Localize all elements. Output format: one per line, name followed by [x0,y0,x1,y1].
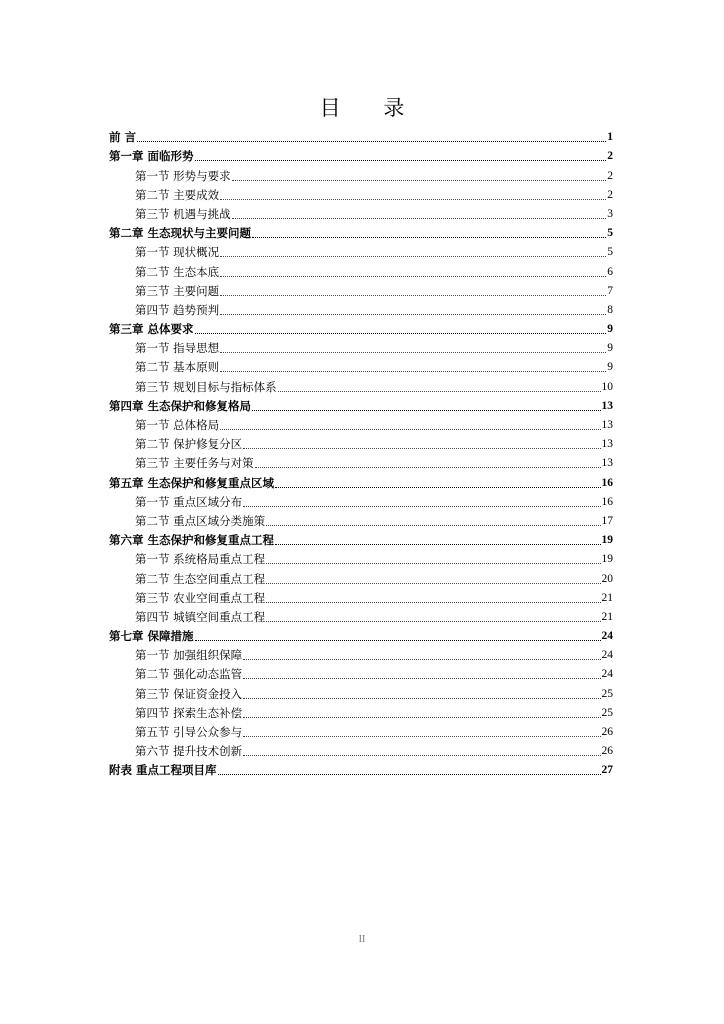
dot-leader [220,295,606,296]
toc-entry-page-number: 21 [601,591,613,604]
toc-entry-page-number: 5 [607,246,613,259]
toc-entry-page-number: 24 [601,668,613,681]
toc-chapter-entry[interactable] [109,760,613,779]
dot-leader [266,525,600,526]
toc-entry-page-number: 25 [601,687,613,700]
toc-entry-label: 第二节 保护修复分区 [135,437,243,452]
toc-section-entry[interactable] [109,607,613,626]
toc-entry-page-number: 8 [607,303,613,316]
toc-entry-label: 第一节 形势与要求 [135,168,231,183]
dot-leader [252,237,606,238]
toc-entry-label: 第二节 主要成效 [135,187,220,202]
toc-entry-page-number: 6 [607,265,613,278]
toc-entry-page-number: 1 [607,131,613,144]
toc-section-entry[interactable] [109,511,613,530]
toc-section-entry[interactable] [109,453,613,472]
dot-leader [220,199,606,200]
dot-leader [278,391,601,392]
dot-leader [137,141,606,142]
toc-entry-label: 第六章 生态保护和修复重点工程 [109,533,275,548]
toc-chapter-entry[interactable] [109,626,613,645]
toc-entry-page-number: 10 [601,380,613,393]
dot-leader [220,429,600,430]
page-number-footer: II [358,934,366,945]
toc-entry-label: 附表 重点工程项目库 [109,763,217,778]
toc-chapter-entry[interactable] [109,319,613,338]
toc-entry-label: 第三节 农业空间重点工程 [135,590,266,605]
toc-section-entry[interactable] [109,185,613,204]
toc-entry-label: 第一节 总体格局 [135,418,220,432]
toc-entry-page-number: 17 [601,514,613,527]
toc-section-entry[interactable] [109,300,613,319]
toc-entry-page-number: 9 [607,342,613,355]
dot-leader [243,736,600,737]
toc-entry-page-number: 19 [601,534,613,547]
toc-chapter-entry[interactable] [109,127,613,146]
toc-section-entry[interactable] [109,549,613,568]
toc-section-entry[interactable] [109,357,613,376]
toc-entry-page-number: 27 [601,764,613,777]
dot-leader [275,544,600,545]
toc-section-entry[interactable] [109,261,613,280]
toc-entry-page-number: 21 [601,610,613,623]
toc-section-entry[interactable] [109,568,613,587]
toc-entry-page-number: 26 [601,726,613,738]
toc-chapter-entry[interactable] [109,396,613,415]
toc-entry-page-number: 5 [607,227,613,240]
toc-entry-page-number: 20 [601,572,613,585]
toc-entry-page-number: 13 [601,438,613,451]
toc-entry-label: 第四节 趋势预判 [135,302,220,317]
toc-entry-label: 第三节 保证资金投入 [135,686,243,701]
toc-entry-label: 第一节 指导思想 [135,341,220,356]
dot-leader [218,774,601,775]
toc-section-entry[interactable] [109,664,613,683]
dot-leader [266,563,600,564]
toc-entry-page-number: 7 [607,284,613,297]
toc-section-entry[interactable] [109,281,613,300]
toc-section-entry[interactable] [109,376,613,395]
toc-entry-label: 第二节 基本原则 [135,360,220,375]
toc-entry-page-number: 2 [607,150,613,163]
toc-entry-label: 第二节 生态本底 [135,264,220,279]
toc-section-entry[interactable] [109,645,613,664]
dot-leader [232,180,607,181]
toc-entry-page-number: 9 [607,323,613,336]
toc-section-entry[interactable] [109,722,613,741]
dot-leader [255,467,601,468]
toc-entry-page-number: 13 [601,399,613,412]
toc-entry-label: 第二节 生态空间重点工程 [135,571,266,586]
toc-section-entry[interactable] [109,204,613,223]
toc-entry-label: 第三节 规划目标与指标体系 [135,379,277,394]
toc-entry-label: 第四章 生态保护和修复格局 [109,398,252,413]
toc-entry-page-number: 2 [607,169,613,182]
dot-leader [243,755,600,756]
toc-entry-label: 第一章 面临形势 [109,149,194,164]
toc-entry-label: 第三节 主要任务与对策 [135,456,254,471]
dot-leader [243,659,600,660]
toc-entry-page-number: 24 [601,630,613,643]
toc-entry-page-number: 26 [601,745,613,758]
toc-section-entry[interactable] [109,242,613,261]
toc-section-entry[interactable] [109,415,613,434]
toc-entry-page-number: 9 [607,361,613,374]
toc-entry-label: 第二节 重点区域分类施策 [135,513,266,528]
toc-entry-page-number: 16 [601,476,613,489]
toc-section-entry[interactable] [109,588,613,607]
toc-entry-label: 第五节 引导公众参与 [135,725,243,739]
toc-entry-label: 第七章 保障措施 [109,629,194,644]
toc-entry-page-number: 19 [601,553,613,566]
toc-chapter-entry[interactable] [109,223,613,242]
toc-chapter-entry[interactable] [109,530,613,549]
dot-leader [252,410,600,411]
dot-leader [232,218,607,219]
toc-entry-label: 第五章 生态保护和修复重点区域 [109,475,275,490]
dot-leader [275,487,600,488]
toc-entry-label: 第二节 强化动态监管 [135,667,243,682]
dot-leader [195,640,601,641]
dot-leader [266,583,600,584]
toc-section-entry[interactable] [109,683,613,702]
dot-leader [243,678,600,679]
page-title: 目 录 [319,96,423,120]
toc-entry-page-number: 24 [601,649,613,662]
dot-leader [266,621,600,622]
toc-entry-label: 第一节 现状概况 [135,245,220,260]
dot-leader [220,371,606,372]
toc-section-entry[interactable] [109,434,613,453]
toc-entry-label: 第四节 探索生态补偿 [135,705,243,720]
toc-section-entry[interactable] [109,703,613,722]
dot-leader [243,448,600,449]
toc-entry-label: 第二章 生态现状与主要问题 [109,226,252,241]
dot-leader [220,276,606,277]
toc-entry-page-number: 16 [601,495,613,508]
toc-entry-label: 第一节 重点区域分布 [135,494,243,509]
table-of-contents [109,127,613,779]
toc-entry-page-number: 3 [607,207,613,220]
toc-entry-label: 前 言 [109,130,137,145]
toc-section-entry[interactable] [109,338,613,357]
toc-entry-page-number: 25 [601,706,613,719]
toc-entry-label: 第四节 城镇空间重点工程 [135,609,266,624]
toc-section-entry[interactable] [109,741,613,760]
toc-entry-page-number: 13 [601,419,613,431]
toc-chapter-entry[interactable] [109,472,613,491]
toc-entry-page-number: 2 [607,188,613,201]
toc-entry-label: 第一节 加强组织保障 [135,648,243,663]
dot-leader [195,160,607,161]
toc-entry-label: 第三章 总体要求 [109,322,194,337]
dot-leader [220,352,606,353]
dot-leader [243,717,600,718]
toc-entry-label: 第三节 主要问题 [135,283,220,298]
toc-entry-label: 第六节 提升技术创新 [135,744,243,759]
dot-leader [243,698,600,699]
toc-section-entry[interactable] [109,492,613,511]
dot-leader [220,314,606,315]
toc-entry-label: 第三节 机遇与挑战 [135,206,231,221]
dot-leader [195,333,607,334]
toc-section-entry[interactable] [109,165,613,184]
dot-leader [243,506,600,507]
toc-entry-label: 第一节 系统格局重点工程 [135,552,266,567]
dot-leader [266,602,600,603]
dot-leader [220,256,606,257]
toc-entry-page-number: 13 [601,457,613,470]
toc-chapter-entry[interactable] [109,146,613,165]
